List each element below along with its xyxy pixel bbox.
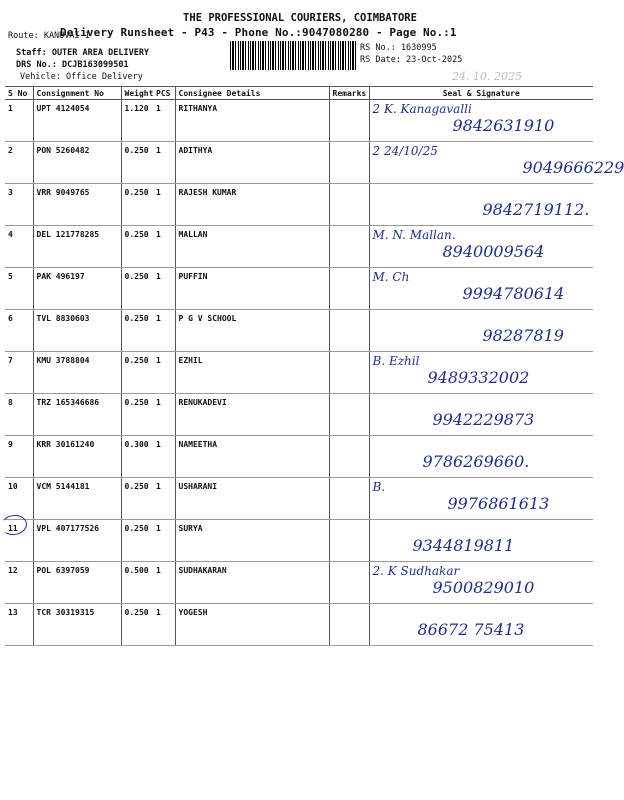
pcs-cell: 1 (153, 394, 175, 436)
consignee-cell: PUFFIN (175, 268, 329, 310)
signature-name: 2 24/10/25 (372, 144, 438, 158)
signature-cell (369, 352, 593, 394)
consignee-cell: EZHIL (175, 352, 329, 394)
signature-phone: 86672 75413 (417, 620, 525, 639)
weight-cell: 0.250 (121, 142, 153, 184)
weight-cell: 0.250 (121, 520, 153, 562)
sno-cell: 13 (5, 604, 33, 646)
weight-cell: 0.250 (121, 394, 153, 436)
pcs-cell: 1 (153, 310, 175, 352)
remarks-cell (329, 226, 369, 268)
pcs-cell: 1 (153, 562, 175, 604)
sno-cell: 6 (5, 310, 33, 352)
signature-name: 2 K. Kanagavalli (372, 102, 472, 116)
consignment-no-cell: TCR 30319315 (33, 604, 121, 646)
company-title: THE PROFESSIONAL COURIERS, COIMBATORE (183, 12, 417, 24)
table-row (5, 604, 593, 646)
consignee-cell: USHARANI (175, 478, 329, 520)
sno-cell: 12 (5, 562, 33, 604)
consignee-cell: MALLAN (175, 226, 329, 268)
consignee-cell: NAMEETHA (175, 436, 329, 478)
consignment-no-cell: VRR 9049765 (33, 184, 121, 226)
signature-cell (369, 142, 624, 184)
pcs-cell: 1 (153, 520, 175, 562)
signature-phone: 9842631910 (452, 116, 555, 135)
pcs-cell: 1 (153, 184, 175, 226)
rs-number: RS No.: 1630995 (360, 43, 437, 53)
weight-cell: 0.250 (121, 352, 153, 394)
table-row (5, 310, 593, 352)
signature-name: M. N. Mallan. (372, 228, 456, 242)
signature-phone: 9489332002 (427, 368, 530, 387)
signature-phone: 9344819811 (412, 536, 515, 555)
table-row (5, 184, 593, 226)
consignment-no-cell: POL 6397059 (33, 562, 121, 604)
signature-cell (369, 478, 593, 520)
col-header-consignment: Consignment No (33, 87, 121, 100)
consignee-cell: RAJESH KUMAR (175, 184, 329, 226)
weight-cell: 0.250 (121, 226, 153, 268)
table-header-row (5, 87, 593, 100)
table-row (5, 478, 593, 520)
weight-cell: 0.250 (121, 184, 153, 226)
signature-phone: 9786269660. (422, 452, 530, 471)
sno-cell: 8 (5, 394, 33, 436)
signature-cell (369, 562, 593, 604)
table-row (5, 142, 593, 184)
sno-cell: 4 (5, 226, 33, 268)
signature-cell (369, 100, 593, 142)
sno-cell: 5 (5, 268, 33, 310)
consignee-cell: YOGESH (175, 604, 329, 646)
table-row (5, 562, 593, 604)
staff-label: Staff: OUTER AREA DELIVERY (16, 48, 150, 58)
signature-cell (369, 436, 593, 478)
remarks-cell (329, 142, 369, 184)
signature-phone: 9994780614 (462, 284, 565, 303)
stamp-date: 24. 10. 2025 (452, 70, 522, 83)
remarks-cell (329, 478, 369, 520)
weight-cell: 0.250 (121, 478, 153, 520)
pcs-cell: 1 (153, 226, 175, 268)
sno-cell: 3 (5, 184, 33, 226)
sno-cell: 2 (5, 142, 33, 184)
sno-cell: 9 (5, 436, 33, 478)
weight-cell: 0.250 (121, 310, 153, 352)
consignment-no-cell: TRZ 165346686 (33, 394, 121, 436)
remarks-cell (329, 604, 369, 646)
consignment-no-cell: KRR 30161240 (33, 436, 121, 478)
signature-cell (369, 520, 593, 562)
consignment-no-cell: UPT 4124054 (33, 100, 121, 142)
consignee-cell: RITHANYA (175, 100, 329, 142)
signature-phone: 9500829010 (432, 578, 535, 597)
signature-cell (369, 226, 593, 268)
col-header-consignee: Consignee Details (175, 87, 329, 100)
signature-phone: 9049666229 (522, 158, 624, 177)
weight-cell: 1.120 (121, 100, 153, 142)
runsheet-title: Delivery Runsheet - P43 - Phone No.:9047080280 - Page No.:1 (60, 26, 457, 39)
table-row (5, 352, 593, 394)
rs-date: RS Date: 23-Oct-2025 (360, 55, 463, 65)
signature-cell (369, 184, 593, 226)
pcs-cell: 1 (153, 478, 175, 520)
signature-cell (369, 394, 593, 436)
sno-cell: 11 (5, 520, 33, 562)
drs-number: DRS No.: DCJB163099501 (16, 60, 129, 70)
signature-phone: 8940009564 (442, 242, 545, 261)
sno-cell: 7 (5, 352, 33, 394)
pcs-cell: 1 (153, 268, 175, 310)
sno-cell: 10 (5, 478, 33, 520)
consignment-no-cell: PON 5260482 (33, 142, 121, 184)
consignee-cell: ADITHYA (175, 142, 329, 184)
remarks-cell (329, 184, 369, 226)
remarks-cell (329, 520, 369, 562)
signature-cell (369, 310, 593, 352)
table-row (5, 226, 593, 268)
pcs-cell: 1 (153, 352, 175, 394)
remarks-cell (329, 310, 369, 352)
consignment-no-cell: VPL 407177526 (33, 520, 121, 562)
remarks-cell (329, 562, 369, 604)
signature-name: M. Ch (372, 270, 410, 284)
remarks-cell (329, 436, 369, 478)
pcs-cell: 1 (153, 100, 175, 142)
route-label: Route: KANUVAI 1 (8, 31, 90, 41)
pcs-cell: 1 (153, 436, 175, 478)
col-header-pcs: PCS (153, 87, 175, 100)
consignee-cell: SUDHAKARAN (175, 562, 329, 604)
table-row (5, 394, 593, 436)
consignee-cell: SURYA (175, 520, 329, 562)
table-row (5, 436, 593, 478)
signature-phone: 9942229873 (432, 410, 535, 429)
sno-cell: 1 (5, 100, 33, 142)
signature-phone: 9842719112. (482, 200, 590, 219)
pcs-cell: 1 (153, 142, 175, 184)
consignment-no-cell: TVL 8830603 (33, 310, 121, 352)
consignment-no-cell: KMU 3788804 (33, 352, 121, 394)
weight-cell: 0.250 (121, 604, 153, 646)
remarks-cell (329, 352, 369, 394)
consignee-cell: P G V SCHOOL (175, 310, 329, 352)
table-row (5, 100, 593, 142)
consignment-no-cell: VCM 5144181 (33, 478, 121, 520)
signature-phone: 9976861613 (447, 494, 550, 513)
col-header-remarks: Remarks (329, 87, 369, 100)
table-row (5, 520, 593, 562)
pcs-cell: 1 (153, 604, 175, 646)
barcode (230, 41, 356, 70)
consignee-cell: RENUKADEVI (175, 394, 329, 436)
signature-name: B. Ezhil (372, 354, 420, 368)
col-header-weight: Weight (121, 87, 153, 100)
runsheet-table (5, 86, 624, 646)
signature-cell (369, 604, 593, 646)
vehicle-label: Vehicle: Office Delivery (20, 72, 143, 82)
remarks-cell (329, 100, 369, 142)
weight-cell: 0.500 (121, 562, 153, 604)
consignment-no-cell: DEL 121778285 (33, 226, 121, 268)
remarks-cell (329, 268, 369, 310)
col-header-signature: Seal & Signature (369, 87, 593, 100)
signature-name: 2. K Sudhakar (372, 564, 460, 578)
weight-cell: 0.250 (121, 268, 153, 310)
col-header-sno: S No (5, 87, 33, 100)
weight-cell: 0.300 (121, 436, 153, 478)
remarks-cell (329, 394, 369, 436)
table-row (5, 268, 593, 310)
consignment-no-cell: PAK 496197 (33, 268, 121, 310)
signature-name: B. (372, 480, 386, 494)
signature-cell (369, 268, 593, 310)
signature-phone: 98287819 (482, 326, 564, 345)
